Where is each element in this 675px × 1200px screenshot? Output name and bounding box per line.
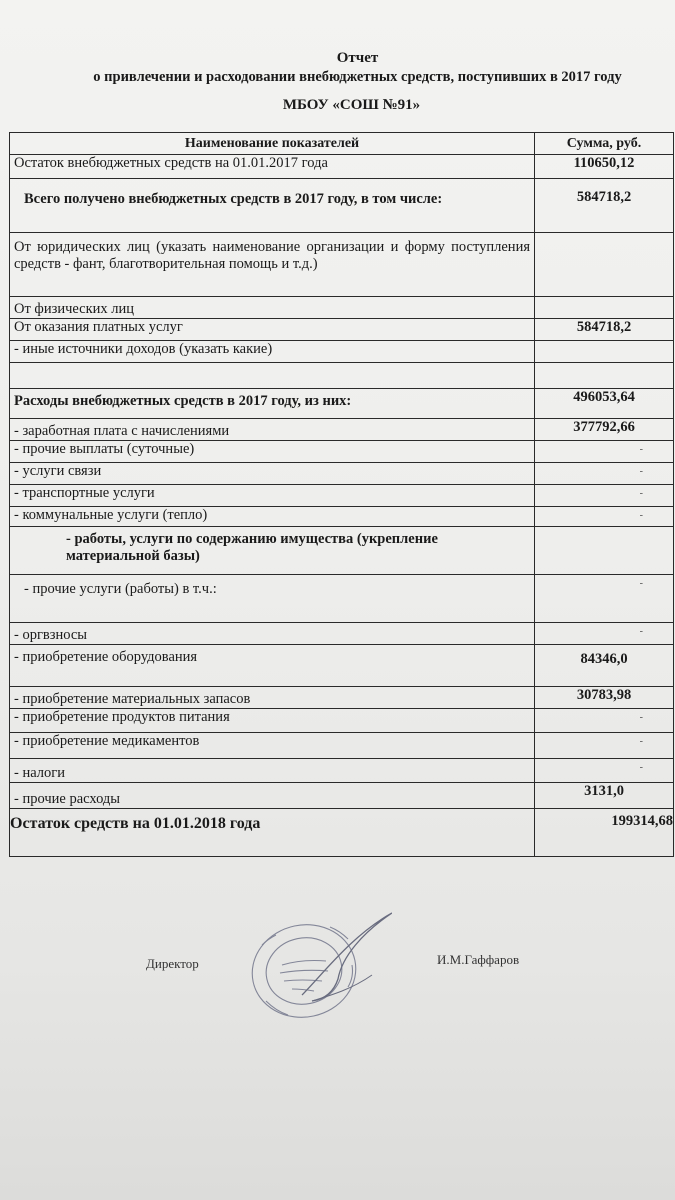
row-value [535, 233, 674, 297]
table-row [10, 733, 674, 759]
row-label: - прочие выплаты (суточные) [10, 441, 535, 463]
table-row [10, 575, 674, 623]
row-value: 584718,2 [535, 179, 674, 233]
row-value [535, 527, 674, 575]
table-row [10, 155, 674, 179]
table-row [10, 645, 674, 687]
report-subtitle: о привлечении и расходовании внебюджетных средств, поступивших в 2017 году [93, 69, 622, 85]
row-value: - [535, 709, 674, 733]
row-value: 110650,12 [535, 155, 674, 179]
table-row [10, 233, 674, 297]
report-table [9, 132, 674, 857]
row-value: - [535, 575, 674, 623]
table-row [10, 687, 674, 709]
row-label: Расходы внебюджетных средств в 2017 году, из них: [10, 389, 535, 419]
table-row [10, 463, 674, 485]
table-row [10, 485, 674, 507]
table-row [10, 759, 674, 783]
organization-name: МБОУ «СОШ №91» [282, 97, 421, 113]
row-value: 84346,0 [535, 645, 674, 687]
row-value: 496053,64 [535, 389, 674, 419]
row-label: - приобретение медикаментов [10, 733, 535, 759]
row-label: От физических лиц [10, 297, 535, 319]
row-label: Остаток внебюджетных средств на 01.01.2017 года [10, 155, 535, 179]
row-value: - [535, 623, 674, 645]
row-label: - работы, услуги по содержанию имущества (укрепление материальной базы) [10, 527, 535, 575]
row-label: - приобретение продуктов питания [10, 709, 535, 733]
row-value: - [535, 441, 674, 463]
spacer-row [10, 363, 674, 389]
row-label: - услуги связи [10, 463, 535, 485]
row-label: От оказания платных услуг [10, 319, 535, 341]
row-label: - транспортные услуги [10, 485, 535, 507]
table-row [10, 783, 674, 809]
table-row [10, 709, 674, 733]
row-value: - [535, 759, 674, 783]
table-row [10, 341, 674, 363]
column-header-sum: Сумма, руб. [535, 133, 674, 155]
row-label: Всего получено внебюджетных средств в 2017 году, в том числе: [10, 179, 535, 233]
official-stamp [242, 905, 392, 1035]
row-label: Остаток средств на 01.01.2018 года [10, 809, 535, 857]
table-row [10, 297, 674, 319]
row-value: 584718,2 [535, 319, 674, 341]
row-label: - прочие расходы [10, 783, 535, 809]
row-value: - [535, 485, 674, 507]
row-value: - [535, 463, 674, 485]
row-value [535, 341, 674, 363]
row-value [535, 297, 674, 319]
table-row [10, 319, 674, 341]
row-label: - коммунальные услуги (тепло) [10, 507, 535, 527]
row-value: 3131,0 [535, 783, 674, 809]
column-header-name: Наименование показателей [10, 133, 535, 155]
row-value: - [535, 733, 674, 759]
table-row [10, 419, 674, 441]
table-row-total [10, 809, 674, 857]
row-value: 30783,98 [535, 687, 674, 709]
table-row [10, 623, 674, 645]
table-row [10, 179, 674, 233]
table-row [10, 527, 674, 575]
table-row [10, 441, 674, 463]
row-label: От юридических лиц (указать наименование организации и форму поступления средств - фант, благотворительная помощь и т.д.) [10, 233, 535, 297]
row-label: - приобретение материальных запасов [10, 687, 535, 709]
report-title: Отчет [336, 50, 379, 66]
table-row [10, 389, 674, 419]
row-label: - заработная плата с начислениями [10, 419, 535, 441]
table-header-row [10, 133, 674, 155]
row-label: - приобретение оборудования [10, 645, 535, 687]
row-label: - оргвзносы [10, 623, 535, 645]
row-label: - налоги [10, 759, 535, 783]
signature-role: Директор [146, 956, 199, 971]
row-label: - прочие услуги (работы) в т.ч.: [10, 575, 535, 623]
empty-cell [10, 363, 535, 389]
row-value: 199314,68 [535, 809, 674, 857]
signature-name: И.М.Гаффаров [437, 952, 520, 967]
row-label: - иные источники доходов (указать какие) [10, 341, 535, 363]
row-value: - [535, 507, 674, 527]
row-value: 377792,66 [535, 419, 674, 441]
table-row [10, 507, 674, 527]
empty-cell [535, 363, 674, 389]
